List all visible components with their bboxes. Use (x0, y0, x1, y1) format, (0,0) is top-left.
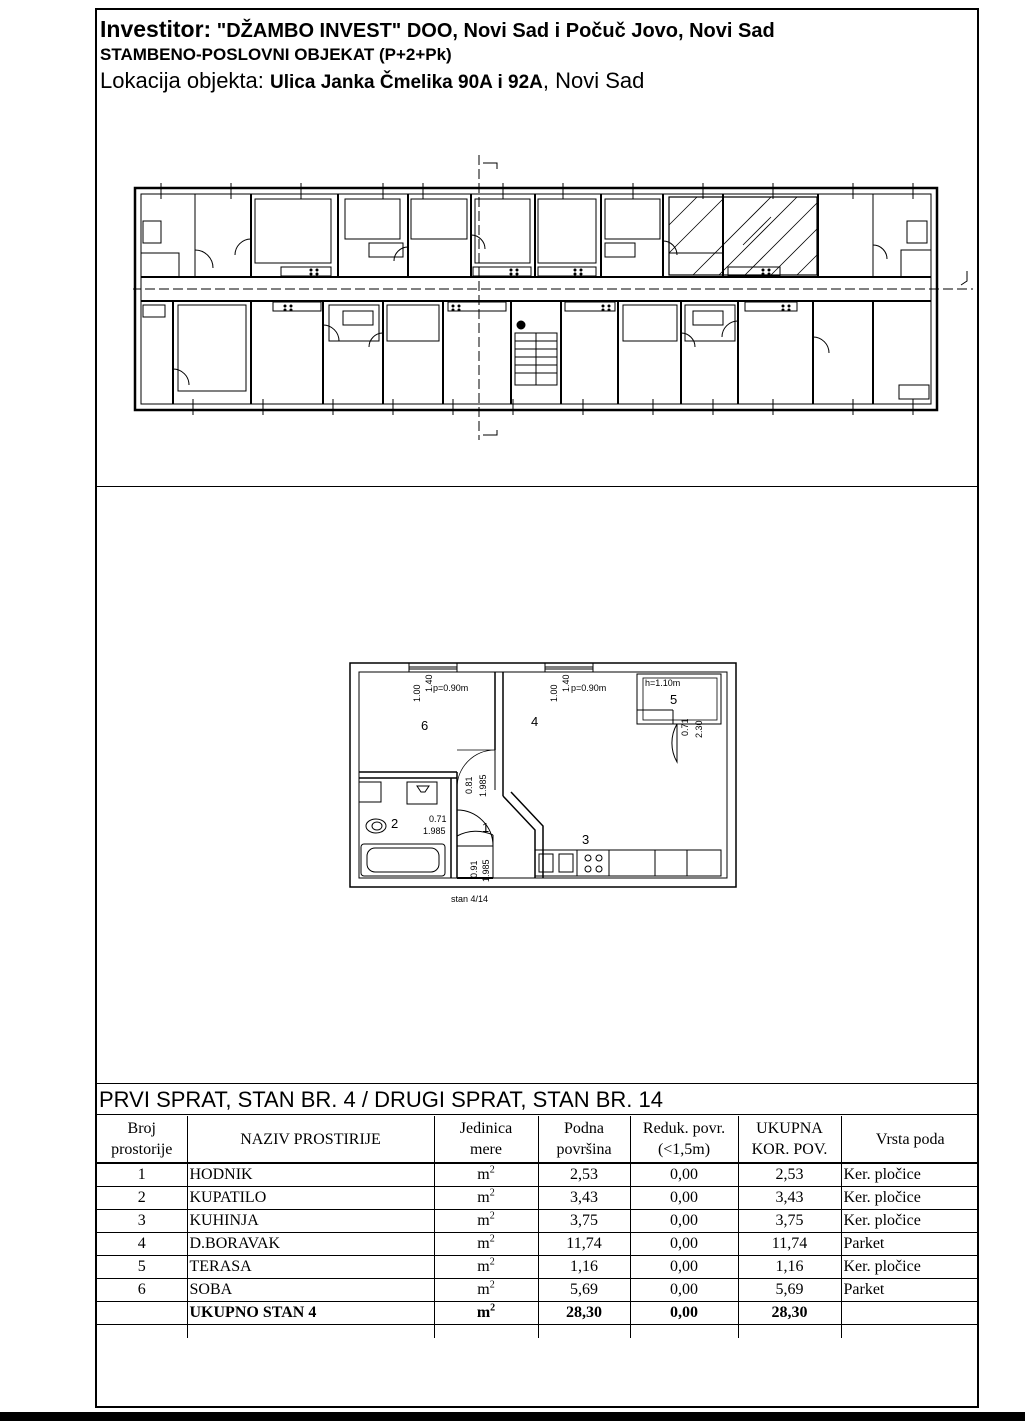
col-header-unit: Jedinica mere (434, 1116, 538, 1163)
cell-unit: $m^2$ (434, 1279, 538, 1302)
table-empty-row (97, 1325, 979, 1339)
cell-floor-type: Parket (841, 1279, 979, 1302)
cell-unit: $m^2$ (434, 1163, 538, 1187)
cell-reduced: 0,00 (630, 1256, 738, 1279)
terrace-parapet-height: h=1.10m (645, 678, 681, 688)
cell-floor-type: Parket (841, 1233, 979, 1256)
room-label-1: 1 (482, 820, 490, 835)
cell-total: 2,53 (738, 1163, 841, 1187)
cell-floor-type: Ker. pločice (841, 1163, 979, 1187)
cell-floor-type: Ker. pločice (841, 1187, 979, 1210)
cell-name: HODNIK (187, 1163, 434, 1187)
unit-caption: stan 4/14 (451, 894, 489, 904)
window-2-parapet: p=0.90m (571, 683, 607, 693)
cell-reduced: 0,00 (630, 1163, 738, 1187)
table-header-row (97, 1116, 979, 1163)
window-2-sill: 1.00 (549, 684, 559, 702)
location-city: , Novi Sad (542, 68, 645, 93)
page-bottom-border (0, 1412, 1025, 1421)
document-sheet (95, 8, 979, 1408)
table-row (97, 1187, 979, 1210)
location-street: Ulica Janka Čmelika 90A i 92A (270, 72, 543, 93)
cell-number: 6 (97, 1279, 187, 1302)
cell-name: KUPATILO (187, 1187, 434, 1210)
door-6-height: 1.985 (478, 774, 488, 797)
location-line (100, 68, 775, 94)
rooms-table (97, 1116, 979, 1338)
door-2-width: 0.71 (429, 814, 447, 824)
cell-floor-type: Ker. pločice (841, 1210, 979, 1233)
cell-area: 2,53 (538, 1163, 630, 1187)
col-header-floor-type: Vrsta poda (841, 1116, 979, 1163)
cell-number: 3 (97, 1210, 187, 1233)
table-row (97, 1256, 979, 1279)
col-header-total-area: UKUPNA KOR. POV. (738, 1116, 841, 1163)
cell-reduced: 0,00 (630, 1210, 738, 1233)
cell-total-total: 28,30 (738, 1302, 841, 1325)
col-header-number: Broj prostorije (97, 1116, 187, 1163)
cell-number (97, 1302, 187, 1325)
cell-total: 3,43 (738, 1187, 841, 1210)
room-label-2: 2 (391, 816, 399, 831)
cell-total: 1,16 (738, 1256, 841, 1279)
cell-area: 3,43 (538, 1187, 630, 1210)
door-2-height: 1.985 (423, 826, 446, 836)
cell-reduced: 0,00 (630, 1279, 738, 1302)
window-2-height: 1.40 (561, 674, 571, 692)
room-label-5: 5 (670, 692, 678, 707)
cell-unit: $m^2$ (434, 1233, 538, 1256)
cell-name: D.BORAVAK (187, 1233, 434, 1256)
cell-area: 3,75 (538, 1210, 630, 1233)
cell-name: TERASA (187, 1256, 434, 1279)
window-1-sill: 1.00 (412, 684, 422, 702)
cell-total-name: UKUPNO STAN 4 (187, 1302, 434, 1325)
cell-unit: $m^2$ (434, 1210, 538, 1233)
col-header-name: NAZIV PROSTIRIJE (187, 1116, 434, 1163)
door-1-height: 1.985 (481, 859, 491, 882)
cell-total: 5,69 (738, 1279, 841, 1302)
cell-number: 4 (97, 1233, 187, 1256)
door-6-width: 0.81 (464, 776, 474, 794)
investor-label: Investitor: (100, 16, 212, 42)
cell-area: 5,69 (538, 1279, 630, 1302)
room-label-3: 3 (582, 832, 590, 847)
cell-unit: $m^2$ (434, 1187, 538, 1210)
cell-reduced: 0,00 (630, 1187, 738, 1210)
cell-area: 1,16 (538, 1256, 630, 1279)
room-label-6: 6 (421, 718, 429, 733)
unit-floor-plan (347, 660, 742, 908)
floor-plan-overview (133, 155, 983, 455)
table-divider (97, 1083, 977, 1084)
window-1-parapet: p=0.90m (433, 683, 469, 693)
cell-total: 11,74 (738, 1233, 841, 1256)
cell-name: KUHINJA (187, 1210, 434, 1233)
cell-total: 3,75 (738, 1210, 841, 1233)
table-row (97, 1233, 979, 1256)
window-1-height: 1.40 (424, 674, 434, 692)
col-header-floor-area: Podna površina (538, 1116, 630, 1163)
cell-name: SOBA (187, 1279, 434, 1302)
table-row (97, 1163, 979, 1187)
section-divider (97, 486, 977, 487)
cell-unit: $m^2$ (434, 1256, 538, 1279)
cell-reduced: 0,00 (630, 1233, 738, 1256)
object-type: STAMBENO-POSLOVNI OBJEKAT (P+2+Pk) (100, 45, 452, 64)
door-5-width: 0.71 (680, 718, 690, 736)
cell-floor-type: Ker. pločice (841, 1256, 979, 1279)
col-header-reduced-area: Reduk. povr. (<1,5m) (630, 1116, 738, 1163)
table-row (97, 1279, 979, 1302)
investor-value: "DŽAMBO INVEST" DOO, Novi Sad i Počuč Jovo, Novi Sad (216, 20, 775, 42)
table-row (97, 1210, 979, 1233)
cell-unit: $m^2$ (434, 1302, 538, 1325)
location-label: Lokacija objekta: (100, 68, 264, 93)
project-header (100, 16, 775, 94)
cell-total-reduced: 0,00 (630, 1302, 738, 1325)
cell-floor-type (841, 1302, 979, 1325)
door-1-width: 0.91 (469, 860, 479, 878)
room-label-4: 4 (531, 714, 539, 729)
cell-number: 1 (97, 1163, 187, 1187)
door-5-height: 2.30 (694, 720, 704, 738)
cell-total-area: 28,30 (538, 1302, 630, 1325)
cell-number: 2 (97, 1187, 187, 1210)
cell-area: 11,74 (538, 1233, 630, 1256)
cell-number: 5 (97, 1256, 187, 1279)
table-title: PRVI SPRAT, STAN BR. 4 / DRUGI SPRAT, STAN BR. 14 (99, 1087, 663, 1112)
investor-line (100, 16, 775, 43)
table-total-row (97, 1302, 979, 1325)
table-title-divider (97, 1114, 977, 1115)
